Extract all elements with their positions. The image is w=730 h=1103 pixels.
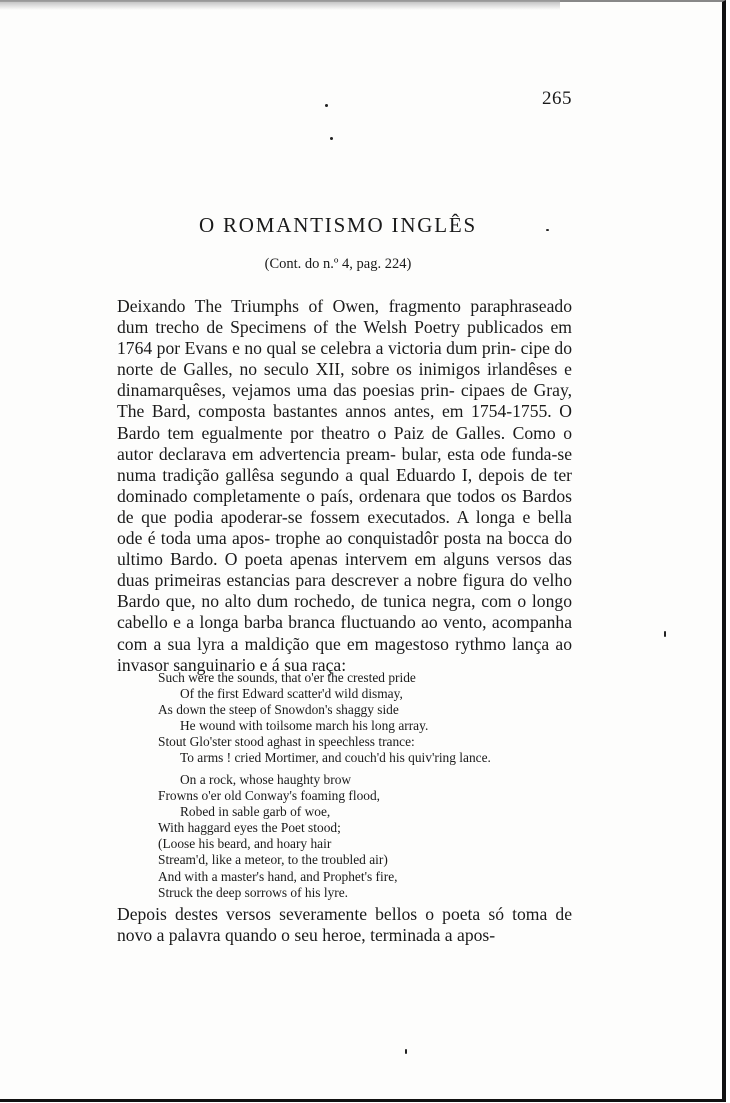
- verse-line: Frowns o'er old Conway's foaming flood,: [158, 788, 381, 804]
- text-line: dum trecho de Specimens of the Welsh Poetry publicados: [117, 317, 544, 338]
- text-line: Depois destes versos severamente bellos o poeta só toma: [117, 904, 548, 924]
- ink-speck: [330, 137, 333, 140]
- text-line: trophe ao conquistadôr posta na bocca do ultimo Bardo. O: [117, 528, 573, 570]
- text-line: qual Eduardo I, depois de ter dominado completamente o: [117, 464, 572, 506]
- text-line: fossem executados. A longa e bella ode é toda uma apos-: [117, 506, 572, 549]
- text-line: de Galles. Como o autor declarava em advertencia pream-: [117, 422, 572, 464]
- text-line: poeta apenas intervem em alguns versos das duas primeiras: [117, 549, 572, 591]
- text-line: e a longa barba branca fluctuando ao vento, acompanha com: [117, 612, 573, 654]
- text-line: Deixando The Triumphs of Owen, fragmento paraphraseado: [117, 296, 572, 316]
- text-line: bular, esta ode funda-se numa tradição gallêsa segundo a: [117, 443, 573, 485]
- verse-line: Struck the deep sorrows of his lyre.: [158, 884, 349, 900]
- verse-line: Of the first Edward scatter'd wild dismay,: [180, 686, 403, 702]
- text-line: a sua lyra a maldição que em magestoso rythmo lança ao: [153, 633, 572, 654]
- text-line: em 1754-1755. O Bardo tem egualmente por theatro o Paiz: [117, 401, 572, 443]
- verse-line: Stream'd, like a meteor, to the troubled air): [158, 852, 388, 868]
- text-line: de novo a palavra quando o seu heroe, terminada a apos-: [117, 904, 572, 946]
- verse-line: And with a master's hand, and Prophet's fire,: [158, 868, 398, 884]
- scan-edge-shadow: [0, 0, 560, 10]
- text-line: cipaes de Gray, The Bard, composta bastantes annos antes,: [117, 380, 573, 422]
- text-line: país, ordenara que todos os Bardos de que podia apoderar-se: [117, 485, 572, 527]
- article-title: O ROMANTISMO INGLÊS: [198, 213, 478, 237]
- body-paragraph-1: [117, 296, 572, 676]
- verse-line: As down the steep of Snowdon's shaggy side: [158, 702, 399, 718]
- text-line: estancias para descrever a nobre figura do velho Bardo que,: [117, 570, 572, 612]
- verse-line: (Loose his beard, and hoary hair: [158, 836, 332, 852]
- verse-line: Stout Glo'ster stood aghast in speechless trance:: [158, 734, 415, 750]
- text-line: no alto dum rochedo, de tunica negra, com o longo cabello: [117, 591, 572, 633]
- ink-speck: [405, 1049, 407, 1054]
- continuation-note: (Cont. do n.º 4, pag. 224): [264, 256, 412, 272]
- verse-line: Such were the sounds, that o'er the crested pride: [158, 670, 416, 685]
- verse-line: With haggard eyes the Poet stood;: [158, 820, 341, 836]
- poem-stanza-1: [158, 670, 578, 767]
- poem-stanza-2: [158, 772, 578, 901]
- body-paragraph-2: [117, 904, 572, 946]
- verse-line: Robed in sable garb of woe,: [180, 804, 331, 820]
- text-line: cipe do norte de Galles, no seculo XII, sobre os inimigos: [117, 338, 573, 380]
- text-line: irlandêses e dinamarquêses, vejamos uma das poesias prin-: [117, 359, 572, 401]
- verse-line: On a rock, whose haughty brow: [180, 772, 352, 787]
- ink-speck: [664, 631, 666, 637]
- text-line: em 1764 por Evans e no qual se celebra a victoria dum prin-: [117, 317, 572, 359]
- ink-speck: [546, 229, 549, 231]
- page-number: 265: [542, 88, 572, 109]
- ink-speck: [325, 104, 328, 107]
- text-line: invasor sanguinario e á sua raça:: [117, 654, 347, 675]
- verse-line: To arms ! cried Mortimer, and couch'd his quiv'ring lance.: [180, 750, 491, 766]
- verse-line: He wound with toilsome march his long array.: [180, 718, 429, 734]
